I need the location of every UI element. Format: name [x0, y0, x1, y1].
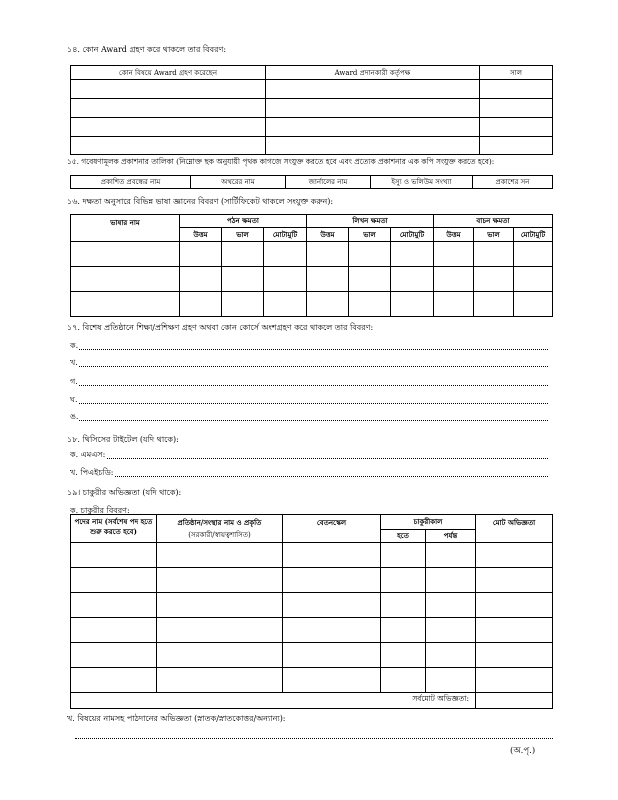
- service-period-header: চাকুরীকাল: [381, 515, 476, 530]
- pub-issue-header: ইস্যু ও ভলিউম সংখ্যা: [371, 176, 473, 189]
- training-label: খ.: [70, 357, 79, 370]
- language-table: [70, 214, 553, 317]
- level-good: ভাল: [474, 228, 514, 242]
- level-excellent: উত্তম: [180, 228, 222, 242]
- from-header: হতে: [381, 529, 426, 542]
- thesis-phd-line[interactable]: [110, 476, 548, 477]
- award-authority-header: Award প্রদানকারী কর্তৃপক্ষ: [266, 66, 480, 80]
- to-header: পর্যন্ত: [426, 529, 476, 542]
- level-fair: মোটামুটি: [264, 228, 307, 242]
- table-row: [71, 617, 553, 642]
- post-name-header: পদের নাম (সর্বশেষ পদ হতে শুরু করতে হবে): [71, 515, 157, 543]
- level-good: ভাল: [349, 228, 391, 242]
- table-row: [71, 592, 553, 617]
- section-15-title: ১৫. গবেষণামূলক প্রকাশনার তালিকা (নিম্নোক্ত ছক অনুযায়ী পৃথক কাগজে সংযুক্ত করতে হবে এবং প্রত্যেক প্রকাশনার এক কপি সংযুক্ত করতে হবে):: [67, 157, 495, 166]
- reading-header: পঠন ক্ষমতা: [180, 215, 307, 228]
- level-fair: মোটামুটি: [514, 228, 553, 242]
- language-name-header: ভাষার নাম: [71, 215, 180, 242]
- training-line-5[interactable]: [77, 420, 548, 421]
- grand-total-value[interactable]: [476, 692, 553, 708]
- training-line-3[interactable]: [77, 385, 548, 386]
- job-details-label: ক. চাকুরীর বিবরণ:: [70, 506, 130, 515]
- publication-table: [70, 175, 553, 189]
- org-name-header: প্রতিষ্ঠান/সংস্থার নাম ও প্রকৃতি: [157, 515, 283, 530]
- award-table: [70, 65, 553, 155]
- training-label: গ.: [70, 376, 79, 389]
- table-row: [71, 242, 553, 267]
- writing-header: লিখন ক্ষমতা: [307, 215, 434, 228]
- table-row: [71, 267, 553, 292]
- teaching-experience-line[interactable]: [75, 738, 553, 739]
- pub-title-header: প্রকাশিত প্রবন্ধের নাম: [71, 176, 191, 189]
- pub-author-header: অথরের নাম: [191, 176, 286, 189]
- level-good: ভাল: [222, 228, 264, 242]
- table-row: [71, 118, 553, 137]
- thesis-ms-line[interactable]: [95, 458, 548, 459]
- section-16-title: ১৬. দক্ষতা অনুসারে বিভিন্ন ভাষা জ্ঞানের বিবরণ (সার্টিফিকেট থাকলে সংযুক্ত করুন):: [67, 197, 334, 206]
- section-14-title: ১৪. কোন Award গ্রহণ করে থাকলে তার বিবরণ:: [67, 45, 227, 54]
- section-18-title: ১৮. থিসিসের টাইটেল (যদি থাকে):: [67, 435, 179, 444]
- table-row: [71, 542, 553, 567]
- salary-scale-header: বেতনস্কেল: [283, 515, 381, 543]
- table-row: [71, 642, 553, 667]
- table-row: [71, 80, 553, 99]
- training-label: ঙ.: [70, 411, 79, 424]
- table-row: [71, 137, 553, 155]
- table-row: [71, 567, 553, 592]
- table-row: [71, 667, 553, 692]
- training-line-4[interactable]: [77, 403, 548, 404]
- thesis-phd-label: খ. পিএইচডি:: [70, 467, 115, 480]
- training-line-1[interactable]: [77, 349, 548, 350]
- level-fair: মোটামুটি: [391, 228, 434, 242]
- org-type-header: (সরকারী/স্বায়ত্বশাসিত): [157, 529, 283, 542]
- section-17-title: ১৭. বিশেষ প্রতিষ্ঠানে শিক্ষা/প্রশিক্ষণ গ্রহণ অথবা কোন কোর্সে অংশগ্রহণ করে থাকলে তার বিবরণ:: [67, 323, 374, 332]
- table-row: [71, 99, 553, 118]
- training-label: ঘ.: [70, 394, 79, 407]
- teaching-experience-label: খ. বিষয়ের নামসহ পাঠদানের অভিজ্ঞতা (স্নাতক/স্নাতকোত্তর/অন্যান্য):: [67, 714, 286, 723]
- level-excellent: উত্তম: [434, 228, 474, 242]
- job-experience-table: [70, 514, 553, 709]
- level-excellent: উত্তম: [307, 228, 349, 242]
- speaking-header: বাচন ক্ষমতা: [434, 215, 553, 228]
- total-experience-header: মোট অভিজ্ঞতা: [476, 515, 553, 543]
- pub-journal-header: জার্নালের নাম: [286, 176, 371, 189]
- award-year-header: সাল: [480, 66, 553, 80]
- award-subject-header: কোন বিষয়ে Award গ্রহণ করেছেন: [71, 66, 266, 80]
- continue-overleaf: (অ.পৃ.): [510, 746, 536, 756]
- pub-year-header: প্রকাশের সন: [473, 176, 553, 189]
- thesis-ms-label: ক. এমএস:: [70, 449, 106, 462]
- training-line-2[interactable]: [77, 366, 548, 367]
- grand-total-label: সর্বমোট অভিজ্ঞতা:: [71, 692, 476, 708]
- section-19-title: ১৯। চাকুরীর অভিজ্ঞতা (যদি থাকে):: [67, 488, 182, 497]
- training-label: ক.: [70, 340, 79, 353]
- table-row: [71, 292, 553, 317]
